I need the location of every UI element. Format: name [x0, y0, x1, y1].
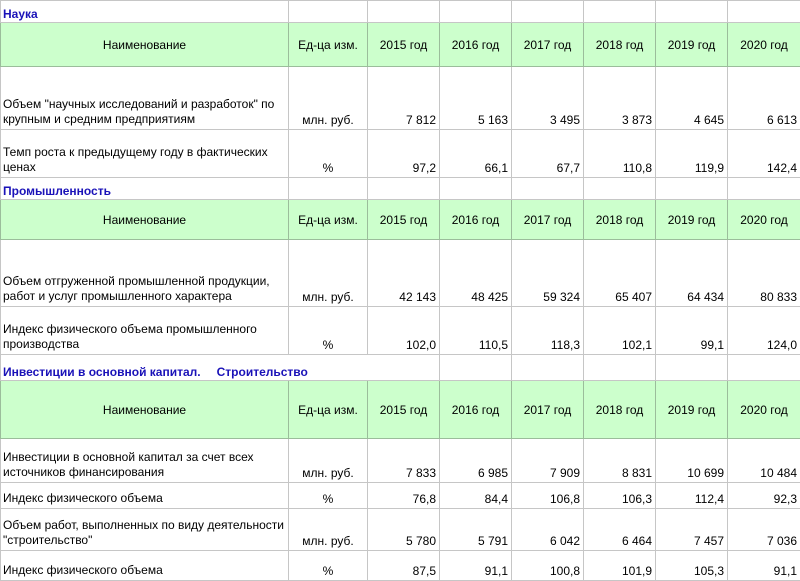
row-value[interactable]: 6 985: [440, 439, 512, 483]
header-row: [1, 23, 800, 67]
row-name[interactable]: Объем отгруженной промышленной продукции, работ и услуг промышленного характера: [1, 240, 289, 307]
row-value[interactable]: 101,9: [584, 551, 656, 581]
header-year[interactable]: 2016 год: [440, 200, 512, 240]
row-value[interactable]: 142,4: [728, 130, 800, 178]
table-row: [1, 551, 800, 581]
header-year[interactable]: 2015 год: [368, 23, 440, 67]
header-year[interactable]: 2018 год: [584, 200, 656, 240]
header-year[interactable]: 2015 год: [368, 381, 440, 439]
row-name[interactable]: Темп роста к предыдущему году в фактических ценах: [1, 130, 289, 178]
table-row: [1, 483, 800, 509]
row-value[interactable]: 110,5: [440, 307, 512, 355]
row-name[interactable]: Индекс физического объема: [1, 483, 289, 509]
header-row: [1, 200, 800, 240]
row-value[interactable]: 119,9: [656, 130, 728, 178]
header-year[interactable]: 2020 год: [728, 381, 800, 439]
row-unit[interactable]: %: [289, 551, 368, 581]
row-value[interactable]: 8 831: [584, 439, 656, 483]
header-year[interactable]: 2019 год: [656, 381, 728, 439]
table-row: [1, 307, 800, 355]
section-title-row: [1, 1, 800, 23]
row-value[interactable]: 4 645: [656, 67, 728, 130]
row-value[interactable]: 91,1: [440, 551, 512, 581]
row-value[interactable]: 106,8: [512, 483, 584, 509]
table-row: [1, 509, 800, 551]
row-value[interactable]: 124,0: [728, 307, 800, 355]
header-row: [1, 381, 800, 439]
row-value[interactable]: 87,5: [368, 551, 440, 581]
row-value[interactable]: 100,8: [512, 551, 584, 581]
row-value[interactable]: 7 909: [512, 439, 584, 483]
header-year[interactable]: 2017 год: [512, 381, 584, 439]
row-value[interactable]: 7 812: [368, 67, 440, 130]
row-value[interactable]: 102,0: [368, 307, 440, 355]
row-unit[interactable]: млн. руб.: [289, 240, 368, 307]
row-value[interactable]: 105,3: [656, 551, 728, 581]
header-year[interactable]: 2019 год: [656, 200, 728, 240]
row-name[interactable]: Инвестиции в основной капитал за счет всех источников финансирования: [1, 439, 289, 483]
row-value[interactable]: 67,7: [512, 130, 584, 178]
row-value[interactable]: 5 791: [440, 509, 512, 551]
header-name[interactable]: Наименование: [1, 381, 289, 439]
table-row: [1, 439, 800, 483]
header-year[interactable]: 2018 год: [584, 381, 656, 439]
header-year[interactable]: 2016 год: [440, 23, 512, 67]
row-name[interactable]: Индекс физического объема: [1, 551, 289, 581]
row-unit[interactable]: %: [289, 483, 368, 509]
row-value[interactable]: 84,4: [440, 483, 512, 509]
row-value[interactable]: 6 613: [728, 67, 800, 130]
row-unit[interactable]: %: [289, 307, 368, 355]
section-title-row: [1, 355, 800, 381]
row-value[interactable]: 10 484: [728, 439, 800, 483]
row-value[interactable]: 91,1: [728, 551, 800, 581]
row-value[interactable]: 3 495: [512, 67, 584, 130]
header-year[interactable]: 2016 год: [440, 381, 512, 439]
section-title[interactable]: Инвестиции в основной капитал. Строительство: [1, 355, 440, 381]
row-value[interactable]: 7 833: [368, 439, 440, 483]
header-unit[interactable]: Ед-ца изм.: [289, 200, 368, 240]
row-name[interactable]: Объем "научных исследований и разработок" по крупным и средним предприятиям: [1, 67, 289, 130]
row-value[interactable]: 64 434: [656, 240, 728, 307]
row-value[interactable]: 97,2: [368, 130, 440, 178]
row-value[interactable]: 65 407: [584, 240, 656, 307]
header-unit[interactable]: Ед-ца изм.: [289, 381, 368, 439]
row-value[interactable]: 106,3: [584, 483, 656, 509]
section-title[interactable]: Промышленность: [1, 178, 289, 200]
section-title[interactable]: Наука: [1, 1, 289, 23]
row-value[interactable]: 42 143: [368, 240, 440, 307]
header-name[interactable]: Наименование: [1, 200, 289, 240]
row-value[interactable]: 48 425: [440, 240, 512, 307]
header-name[interactable]: Наименование: [1, 23, 289, 67]
row-value[interactable]: 99,1: [656, 307, 728, 355]
header-year[interactable]: 2019 год: [656, 23, 728, 67]
row-value[interactable]: 3 873: [584, 67, 656, 130]
row-value[interactable]: 59 324: [512, 240, 584, 307]
header-year[interactable]: 2020 год: [728, 23, 800, 67]
row-value[interactable]: 5 163: [440, 67, 512, 130]
header-year[interactable]: 2018 год: [584, 23, 656, 67]
section-title-row: [1, 178, 800, 200]
row-value[interactable]: 66,1: [440, 130, 512, 178]
row-name[interactable]: Индекс физического объема промышленного производства: [1, 307, 289, 355]
row-unit[interactable]: млн. руб.: [289, 509, 368, 551]
row-value[interactable]: 6 042: [512, 509, 584, 551]
header-year[interactable]: 2017 год: [512, 200, 584, 240]
header-year[interactable]: 2017 год: [512, 23, 584, 67]
row-value[interactable]: 110,8: [584, 130, 656, 178]
header-unit[interactable]: Ед-ца изм.: [289, 23, 368, 67]
row-unit[interactable]: млн. руб.: [289, 67, 368, 130]
row-value[interactable]: 118,3: [512, 307, 584, 355]
row-value[interactable]: 5 780: [368, 509, 440, 551]
header-year[interactable]: 2020 год: [728, 200, 800, 240]
row-unit[interactable]: млн. руб.: [289, 439, 368, 483]
section-subtitle: Строительство: [217, 365, 308, 379]
row-value[interactable]: 102,1: [584, 307, 656, 355]
row-value[interactable]: 92,3: [728, 483, 800, 509]
table-row: [1, 67, 800, 130]
row-value[interactable]: 112,4: [656, 483, 728, 509]
row-value[interactable]: 7 457: [656, 509, 728, 551]
row-value[interactable]: 76,8: [368, 483, 440, 509]
row-name[interactable]: Объем работ, выполненных по виду деятельности "строительство": [1, 509, 289, 551]
row-value[interactable]: 6 464: [584, 509, 656, 551]
row-value[interactable]: 80 833: [728, 240, 800, 307]
row-value[interactable]: 7 036: [728, 509, 800, 551]
row-unit[interactable]: %: [289, 130, 368, 178]
header-year[interactable]: 2015 год: [368, 200, 440, 240]
table-row: [1, 240, 800, 307]
table-row: [1, 130, 800, 178]
row-value[interactable]: 10 699: [656, 439, 728, 483]
